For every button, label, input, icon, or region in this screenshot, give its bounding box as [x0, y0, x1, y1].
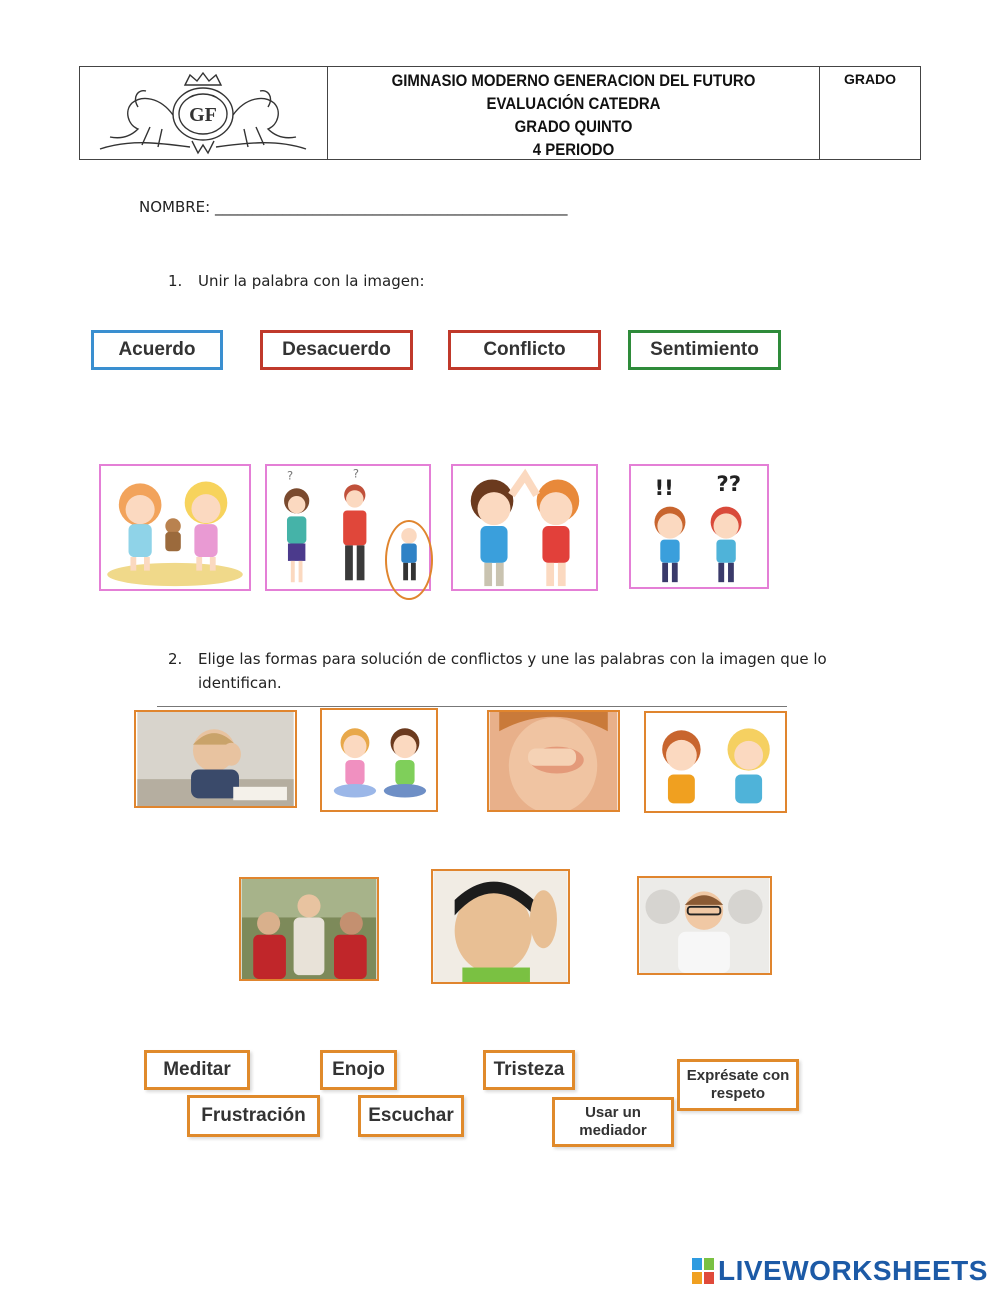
svg-text:??: ?? — [716, 472, 742, 498]
image-kids-high-five[interactable] — [451, 464, 598, 591]
word-box-meditar[interactable]: Meditar — [144, 1050, 250, 1090]
school-title-cell — [328, 67, 820, 159]
word-box-sentimiento[interactable]: Sentimiento — [628, 330, 781, 370]
boy-listening-photo — [433, 871, 568, 982]
grade-title: GRADO QUINTO — [514, 117, 633, 136]
evaluation-title: EVALUACIÓN CATEDRA — [486, 94, 661, 113]
word-box-acuerdo[interactable]: Acuerdo — [91, 330, 223, 370]
word-box-usar-un-mediador[interactable]: Usar un mediador — [552, 1097, 674, 1147]
kids-talking-illustration — [646, 713, 785, 811]
word-box-conflicto[interactable]: Conflicto — [448, 330, 601, 370]
name-field[interactable]: NOMBRE: _______________________________________________ — [139, 198, 568, 216]
mediator-photo — [241, 879, 377, 979]
word-box-tristeza[interactable]: Tristeza — [483, 1050, 575, 1090]
image-girls-fighting-over-doll[interactable] — [99, 464, 251, 591]
svg-text:?: ? — [352, 466, 360, 481]
q2-instruction-line2: identifican. — [198, 674, 282, 692]
kids-high-five-illustration — [453, 466, 596, 589]
frustrated-boy-photo — [136, 712, 295, 806]
q2-number: 2. — [168, 650, 183, 668]
school-crest-logo — [80, 67, 326, 159]
image-frustrated-boy[interactable] — [134, 710, 297, 808]
highlight-circle — [385, 520, 433, 600]
word-box-escuchar[interactable]: Escuchar — [358, 1095, 464, 1137]
kids-confused-illustration — [631, 466, 767, 587]
word-box-enojo[interactable]: Enojo — [320, 1050, 397, 1090]
divider-line — [157, 706, 787, 707]
q1-number: 1. — [168, 272, 183, 290]
logo-monogram: GF — [189, 104, 217, 126]
grade-cell — [820, 67, 920, 159]
q2-instruction-line1: Elige las formas para solución de conflictos y une las palabras con la imagen que lo — [198, 650, 827, 668]
q1-instruction: Unir la palabra con la imagen: — [198, 272, 425, 290]
liveworksheets-logo-icon — [692, 1258, 714, 1284]
image-kids-talking[interactable] — [644, 711, 787, 813]
svg-text:!!: !! — [654, 476, 674, 502]
image-boy-listening[interactable] — [431, 869, 570, 984]
image-angry-boy[interactable] — [637, 876, 772, 975]
svg-text:?: ? — [286, 468, 294, 483]
word-box-desacuerdo[interactable]: Desacuerdo — [260, 330, 413, 370]
liveworksheets-brand[interactable]: LIVEWORKSHEETS — [718, 1255, 988, 1286]
header-table — [79, 66, 921, 160]
grade-label: GRADO — [843, 71, 897, 87]
angry-boy-photo — [639, 878, 770, 973]
word-box-frustracion[interactable]: Frustración — [187, 1095, 320, 1137]
logo-cell — [80, 67, 328, 159]
image-crying-girl[interactable] — [487, 710, 620, 812]
image-kids-meditating[interactable] — [320, 708, 438, 812]
period-title: 4 PERIODO — [532, 140, 615, 159]
girls-fighting-illustration — [101, 466, 249, 589]
kids-meditating-illustration — [322, 710, 436, 810]
crying-girl-photo — [489, 712, 618, 810]
image-mediator-with-kids[interactable] — [239, 877, 379, 981]
image-kids-confused[interactable] — [629, 464, 769, 589]
school-name: GIMNASIO MODERNO GENERACION DEL FUTURO — [391, 71, 756, 90]
word-box-expresate-con-respeto[interactable]: Exprésate con respeto — [677, 1059, 799, 1111]
